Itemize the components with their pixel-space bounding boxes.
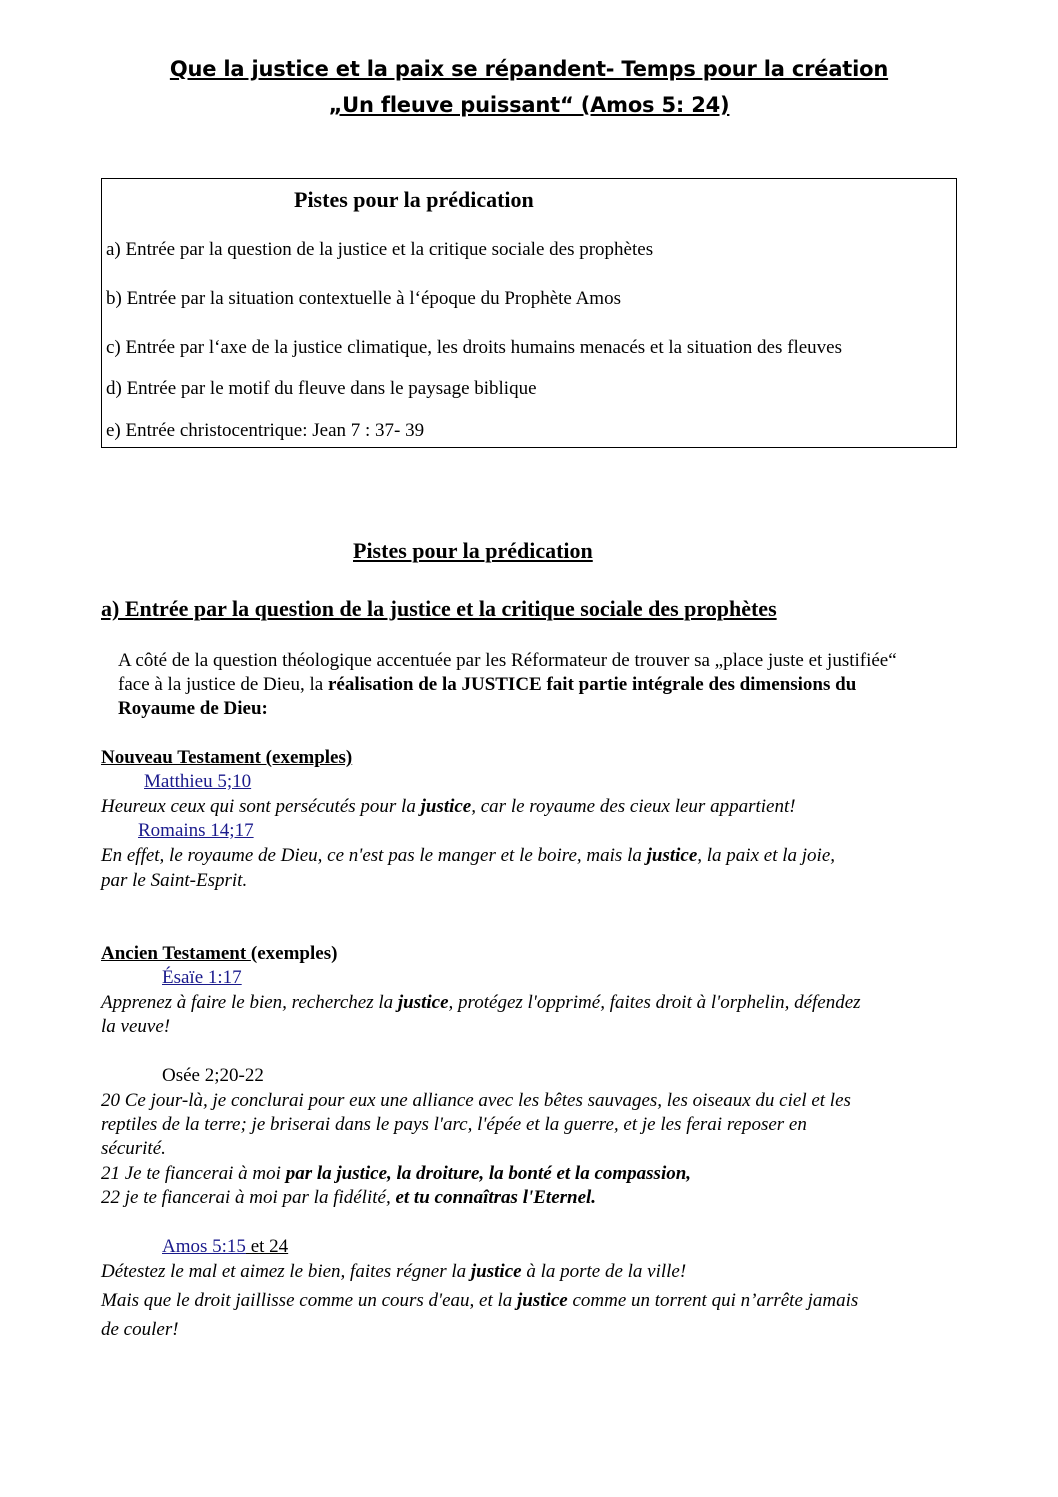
- amos-verse-15-text-c: à la porte de la ville!: [521, 1261, 687, 1282]
- amos-link[interactable]: Amos 5:15: [162, 1236, 246, 1257]
- nt-verse-2-text-c: , la paix et la joie,: [697, 845, 836, 866]
- nt-verse-2-text-a: En effet, le royaume de Dieu, ce n'est pas le manger et le boire, mais la: [101, 845, 647, 866]
- summary-item-e: e) Entrée christocentrique: Jean 7 : 37- 39: [106, 420, 425, 441]
- amos-verse-24: [101, 1289, 858, 1313]
- intro-paragraph: [118, 649, 908, 721]
- nt-heading: [101, 746, 352, 770]
- at-heading: [101, 942, 337, 966]
- summary-item-b: b) Entrée par la situation contextuelle à l‘époque du Prophète Amos: [106, 288, 621, 309]
- summary-item-d: d) Entrée par le motif du fleuve dans le paysage biblique: [106, 378, 537, 399]
- at-verse-esaie-text-c: , protégez l'opprimé, faites droit à l'orphelin, défendez: [448, 992, 861, 1013]
- amos-verse-15-bold: justice: [470, 1261, 522, 1282]
- amos-verse-24-cont: de couler!: [101, 1319, 179, 1340]
- osee-verse-21-bold: par la justice, la droiture, la bonté et la compassion,: [285, 1163, 692, 1184]
- document-title-line-2: „Un fleuve puissant“ (Amos 5: 24): [328, 93, 730, 117]
- nt-verse-2: [101, 844, 835, 868]
- summary-box-title: Pistes pour la prédication: [294, 187, 534, 212]
- osee-verse-20-c: sécurité.: [101, 1138, 166, 1159]
- osee-ref: Osée 2;20-22: [162, 1065, 264, 1086]
- at-heading-label: Ancien Testament: [101, 943, 251, 964]
- at-verse-esaie-cont: la veuve!: [101, 1016, 171, 1037]
- summary-box: [101, 178, 957, 448]
- at-heading-rest: (exemples): [250, 943, 338, 964]
- at-ref-osee: [162, 1064, 264, 1088]
- nt-ref-matthieu[interactable]: [144, 770, 251, 794]
- osee-verse-21-text: 21 Je te fiancerai à moi: [101, 1163, 286, 1184]
- nt-verse-1-bold: justice: [420, 796, 472, 817]
- nt-ref-romains[interactable]: [138, 819, 254, 843]
- summary-item-c: c) Entrée par l‘axe de la justice climatique, les droits humains menacés et la situation des fleuves: [106, 337, 842, 358]
- at-verse-esaie-text-a: Apprenez à faire le bien, recherchez la: [101, 992, 398, 1013]
- section-heading: Pistes pour la prédication: [353, 538, 593, 563]
- matthieu-link[interactable]: Matthieu 5;10: [144, 771, 252, 792]
- osee-verse-20-a: 20 Ce jour-là, je conclurai pour eux une alliance avec les bêtes sauvages, les oiseaux du ciel et les: [101, 1090, 851, 1111]
- nt-heading-label: Nouveau Testament (exemples): [101, 747, 353, 768]
- amos-verse-24-text-c: comme un torrent qui n’arrête jamais: [567, 1290, 859, 1311]
- at-verse-esaie: [101, 991, 861, 1015]
- amos-verse-24-bold: justice: [517, 1290, 568, 1311]
- osee-verse-22-text: 22 je te fiancerai à moi par la fidélité,: [101, 1187, 396, 1208]
- nt-verse-1: [101, 795, 796, 819]
- nt-verse-2-cont: par le Saint-Esprit.: [101, 870, 248, 891]
- at-verse-esaie-bold: justice: [397, 992, 449, 1013]
- nt-verse-2-bold: justice: [646, 845, 698, 866]
- document-title-line-1: Que la justice et la paix se répandent- Temps pour la création: [169, 57, 889, 81]
- nt-verse-1-text-a: Heureux ceux qui sont persécutés pour la: [101, 796, 421, 817]
- amos-verse-15: [101, 1260, 686, 1284]
- amos-ref-rest: et 24: [245, 1236, 289, 1257]
- amos-verse-24-text-a: Mais que le droit jaillisse comme un cours d'eau, et la: [101, 1290, 518, 1311]
- intro-bold-text: réalisation de la JUSTICE fait partie intégrale des dimensions du Royaume de Dieu:: [118, 674, 857, 719]
- nt-verse-1-text-c: , car le royaume des cieux leur appartient!: [471, 796, 796, 817]
- romains-link[interactable]: Romains 14;17: [138, 820, 254, 841]
- summary-item-a: a) Entrée par la question de la justice et la critique sociale des prophètes: [106, 239, 654, 260]
- at-ref-amos[interactable]: [162, 1235, 288, 1259]
- at-ref-esaie[interactable]: [162, 966, 242, 990]
- amos-verse-15-text-a: Détestez le mal et aimez le bien, faites régner la: [101, 1261, 471, 1282]
- esaie-link[interactable]: Ésaïe 1:17: [162, 967, 242, 988]
- osee-verse-21: [101, 1162, 691, 1186]
- osee-verse-20-b: reptiles de la terre; je briserai dans le pays l'arc, l'épée et la guerre, et je les ferai reposer en: [101, 1114, 807, 1135]
- section-subheading: a) Entrée par la question de la justice et la critique sociale des prophètes: [101, 596, 777, 621]
- osee-verse-22: [101, 1186, 596, 1210]
- osee-verse-22-bold: et tu connaîtras l'Eternel.: [395, 1187, 597, 1208]
- intro-text: A côté de la question théologique accentuée par les Réformateur de trouver sa „place juste et justifiée“ face à la justice de Dieu, la: [118, 650, 897, 695]
